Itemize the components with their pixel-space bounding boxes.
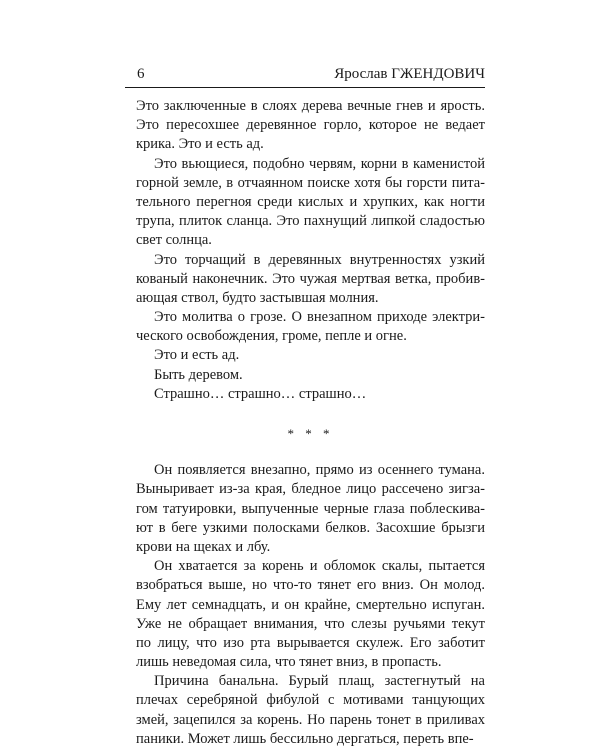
- running-title: Ярослав ГЖЕНДОВИЧ: [334, 66, 485, 82]
- paragraph: [136, 366, 485, 385]
- text-line: Ему лет семнадцать, и он крайне, смертельно испуган.: [136, 596, 485, 613]
- text-line: паники. Может лишь бессильно дергаться, переть впе-: [136, 730, 474, 747]
- text-line: крови на щеках и лбу.: [136, 538, 271, 555]
- text-line: Причина банальна. Бурый плащ, застегнутый на: [154, 673, 485, 690]
- paragraph: [136, 557, 485, 672]
- page-number: 6: [137, 66, 145, 82]
- text-line: крика. Это и есть ад.: [136, 136, 264, 153]
- text-line: Быть деревом.: [154, 366, 243, 383]
- text-line: Страшно… страшно… страшно…: [154, 385, 367, 402]
- text-line: плечах серебряной фибулой с мотивами танцующих: [136, 692, 485, 709]
- text-line: тельного перегноя среди кислых и хрупких, как ногти: [136, 193, 485, 210]
- text-line: ческого освобождения, громе, пепле и огне.: [136, 328, 407, 345]
- text-line: кованый наконечник. Это чужая мертвая ветка, пробив-: [136, 270, 485, 287]
- text-line: Это и есть ад.: [154, 347, 240, 364]
- section-divider: * * *: [287, 426, 334, 441]
- paragraph: [136, 308, 485, 346]
- text-line: взобраться выше, но что-то тянет его вниз. Он молод.: [136, 577, 485, 594]
- body-text: [136, 97, 485, 749]
- text-line: ающая ствол, будто застывшая молния.: [136, 289, 379, 306]
- text-line: Это пересохшее деревянное горло, которое не ведает: [136, 117, 485, 134]
- header-rule: [125, 87, 485, 88]
- paragraph: [136, 385, 485, 404]
- paragraph: [136, 155, 485, 251]
- paragraph: [136, 97, 485, 155]
- text-line: Это вьющиеся, подобно червям, корни в каменистой: [154, 155, 485, 172]
- text-line: Он появляется внезапно, прямо из осеннего тумана.: [154, 462, 485, 479]
- text-line: горной земле, в отчаянном поиске хотя бы горсти пита-: [136, 174, 485, 191]
- text-line: змей, зацепился за корень. Но парень тонет в приливах: [136, 711, 485, 728]
- text-line: лишь неведомая сила, что тянет вниз, в пропасть.: [136, 654, 442, 671]
- paragraph: [136, 672, 485, 749]
- text-line: свет солнца.: [136, 232, 212, 249]
- text-line: Это заключенные в слоях дерева вечные гнев и ярость.: [136, 98, 485, 114]
- text-line: Выныривает из-за края, бледное лицо рассечено зигза-: [136, 481, 485, 498]
- text-line: по лицу, что изо рта вырывается скулеж. Его заботит: [136, 634, 485, 651]
- paragraph: [136, 346, 485, 365]
- text-line: Это молитва о грозе. О внезапном приходе электри-: [154, 309, 485, 326]
- text-line: Он хватается за корень и обломок скалы, пытается: [154, 558, 485, 575]
- text-line: Уже не обращает внимания, что слезы ручьями текут: [136, 615, 485, 632]
- paragraph: [136, 251, 485, 309]
- text-line: ют в беге узкими полосками белков. Засохшие брызги: [136, 519, 485, 536]
- text-line: гом татуировки, выпученные черные глаза поблескива-: [136, 500, 485, 517]
- text-line: трупа, плиток сланца. Это пахнущий липкой сладостью: [136, 213, 485, 230]
- paragraph: [136, 461, 485, 557]
- page-header: [125, 64, 485, 84]
- text-line: Это торчащий в деревянных внутренностях узкий: [154, 251, 485, 268]
